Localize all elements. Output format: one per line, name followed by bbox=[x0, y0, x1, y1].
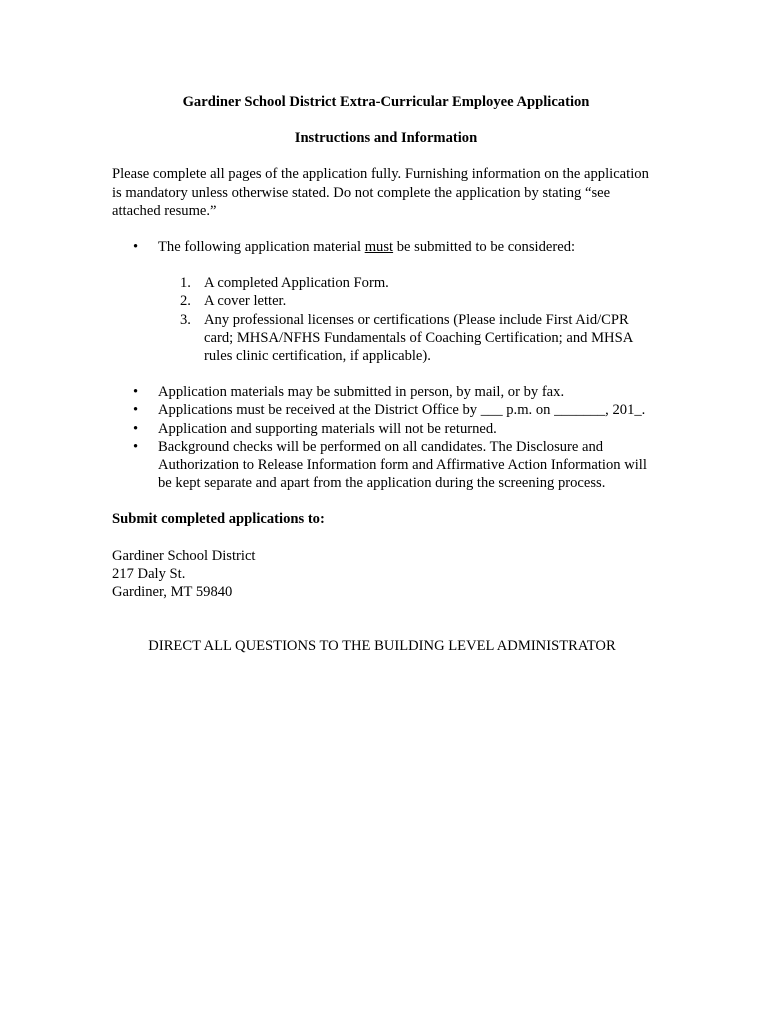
list-item bbox=[112, 420, 660, 438]
list-item bbox=[112, 274, 660, 292]
address-line: Gardiner, MT 59840 bbox=[112, 584, 233, 601]
bullet-marker: • bbox=[133, 239, 139, 256]
materials-text-after: be submitted to be considered: bbox=[393, 239, 576, 256]
list-item-text: Application and supporting materials will not be returned. bbox=[158, 420, 497, 437]
document-title: Gardiner School District Extra-Curricular Employee Application bbox=[182, 94, 590, 110]
list-item-text: Any professional licenses or certifications (Please include First Aid/CPR card; MHSA/NFHS Fundamentals of Coaching Certification; and MHSA rules clinic certification, if applicable). bbox=[204, 311, 633, 365]
intro-paragraph: Please complete all pages of the application fully. Furnishing information on the application is mandatory unless otherwise stated. Do not complete the application by stating “see attached resume.” bbox=[112, 166, 649, 219]
materials-bullet-list bbox=[112, 238, 660, 256]
list-item bbox=[112, 383, 660, 401]
bullet-marker: • bbox=[133, 402, 139, 419]
document-subtitle: Instructions and Information bbox=[294, 130, 478, 147]
info-bullet-list bbox=[112, 383, 660, 492]
list-item-text: Application materials may be submitted in person, by mail, or by fax. bbox=[158, 384, 565, 401]
list-item bbox=[112, 238, 660, 256]
list-number: 1. bbox=[180, 275, 191, 292]
submit-heading: Submit completed applications to: bbox=[112, 511, 325, 528]
questions-notice: DIRECT ALL QUESTIONS TO THE BUILDING LEVEL ADMINISTRATOR bbox=[148, 638, 616, 655]
address-line: Gardiner School District bbox=[112, 547, 256, 564]
address-line: 217 Daly St. bbox=[112, 565, 186, 582]
bullet-marker: • bbox=[133, 384, 139, 401]
list-item bbox=[112, 292, 660, 310]
list-item bbox=[112, 311, 660, 366]
list-item-text: A cover letter. bbox=[204, 293, 287, 310]
materials-text-before: The following application material bbox=[158, 239, 365, 256]
materials-numbered-list bbox=[112, 274, 660, 365]
list-item-text: Applications must be received at the District Office by ___ p.m. on _______, 201_. bbox=[158, 402, 646, 419]
bullet-marker: • bbox=[133, 420, 139, 437]
bullet-marker: • bbox=[133, 438, 139, 455]
list-item-text: Background checks will be performed on all candidates. The Disclosure and Authorization to Release Information form and Affirmative Action Information will be kept separate and apart from the application during the screening process. bbox=[158, 438, 647, 492]
list-number: 2. bbox=[180, 293, 191, 310]
materials-text-emphasis: must bbox=[364, 239, 394, 256]
list-item bbox=[112, 438, 660, 493]
list-item-text: A completed Application Form. bbox=[204, 275, 389, 292]
list-number: 3. bbox=[180, 311, 191, 328]
document-body bbox=[112, 93, 660, 655]
list-item bbox=[112, 401, 660, 419]
mailing-address bbox=[112, 547, 660, 602]
